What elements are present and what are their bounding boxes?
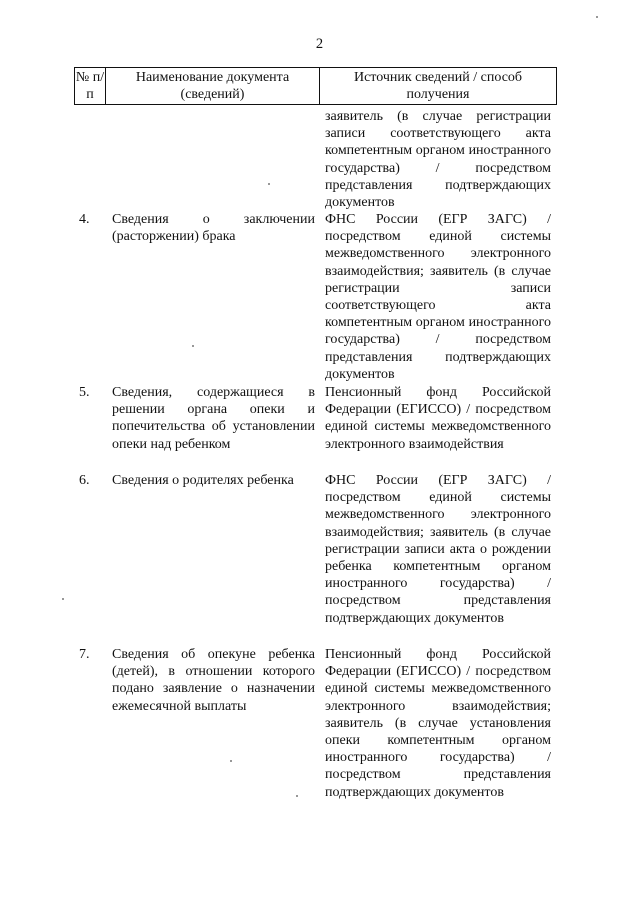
- row-source: заявитель (в случае регистрации записи соответствующего акта компетентным органом иностранного государства) / посредством представления подтверждающих документов: [325, 109, 551, 211]
- row-document: Сведения об опекуне ребенка (детей), в отношении которого подано заявление о назначении ежемесячной выплаты: [112, 647, 315, 714]
- header-col-document: Наименование документа (сведений): [106, 68, 320, 105]
- table-header: [74, 67, 557, 105]
- row-source: ФНС России (ЕГР ЗАГС) / посредством единой системы межведомственного электронного взаимодействия; заявитель (в случае регистрации записи акта о рождении ребенка компетентным органом иностранного государства) / посредством представления подтверждающих документов: [325, 473, 551, 626]
- row-number: 6.: [79, 473, 90, 488]
- row-document: Сведения, содержащиеся в решении органа опеки и попечительства об установлении опеки над ребенком: [112, 385, 315, 452]
- row-number: 5.: [79, 385, 90, 400]
- row-source: ФНС России (ЕГР ЗАГС) / посредством единой системы межведомственного электронного взаимодействия; заявитель (в случае регистрации записи соответствующего акта компетентным органом иностранного государства) / посредством представления подтверждающих документов: [325, 212, 551, 382]
- page-number: 2: [315, 36, 324, 52]
- scan-speck: [192, 345, 194, 347]
- row-document: Сведения о заключении (расторжении) брака: [112, 212, 315, 245]
- row-source: Пенсионный фонд Российской Федерации (ЕГИССО) / посредством единой системы межведомственного электронного взаимодействия; заявитель (в случае установления опеки компетентным органом иностранного государства) / посредством представления подтверждающих документов: [325, 647, 551, 800]
- scan-speck: [596, 16, 598, 18]
- row-number: 4.: [79, 212, 90, 227]
- header-col-number: № п/п: [75, 68, 106, 105]
- header-col-source: Источник сведений / способ получения: [320, 68, 557, 105]
- row-number: 7.: [79, 647, 90, 662]
- scan-speck: [296, 795, 298, 797]
- scan-speck: [230, 760, 232, 762]
- row-document: Сведения о родителях ребенка: [112, 473, 294, 488]
- scan-speck: [268, 183, 270, 185]
- row-source: Пенсионный фонд Российской Федерации (ЕГИССО) / посредством единой системы межведомственного электронного взаимодействия: [325, 385, 551, 452]
- scan-speck: [62, 598, 64, 600]
